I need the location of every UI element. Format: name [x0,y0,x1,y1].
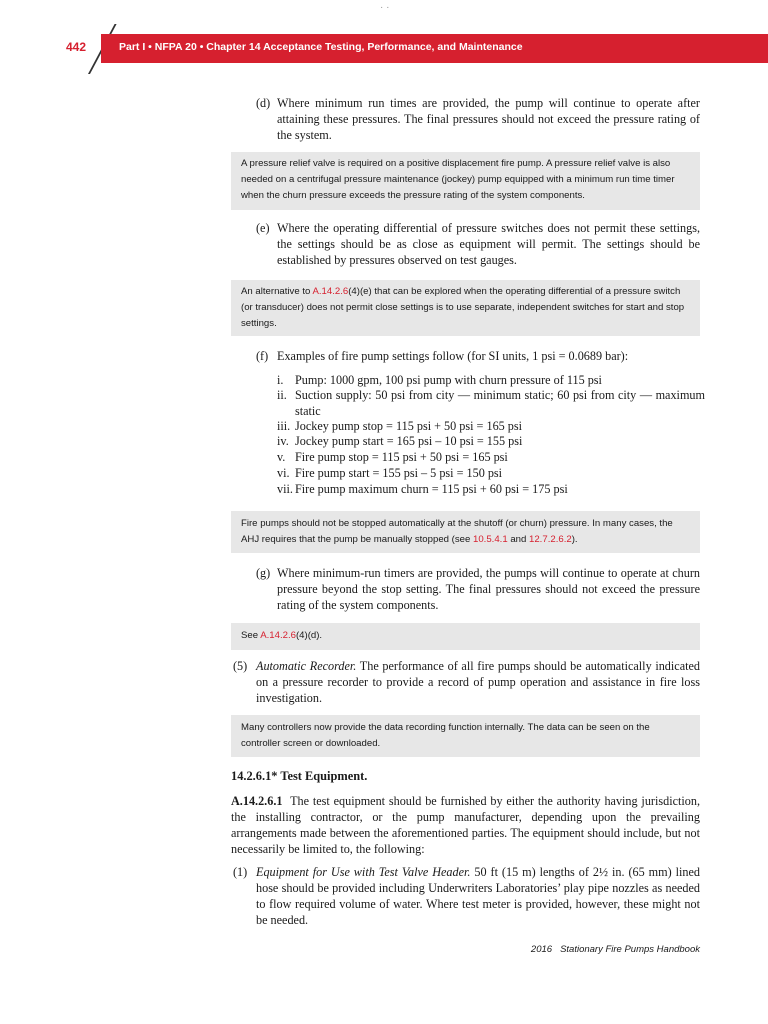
commentary-text: A pressure relief valve is required on a positive displacement fire pump. A pressure relief valve is also needed on a centrifugal pressure maintenance (jockey) pump equipped with a minimum run time timer when the churn pressure exceeds the pressure rating of the system components. [241,158,675,201]
paragraph-d [256,95,700,143]
paragraph-text: Examples of fire pump settings follow (for SI units, 1 psi = 0.0689 bar): [277,349,629,363]
paragraph-text: Where minimum-run timers are provided, the pumps will continue to operate at churn pressure beyond the stop setting. The final pressures should not exceed the pressure rating of the system components. [277,566,700,612]
item-text: Automatic Recorder. The performance of all fire pumps should be automatically indicated on a pressure recorder to provide a record of pump operation and assistance in fire loss investigation. [256,659,700,705]
paragraph-label: (f) [256,349,269,363]
page-number: 442 [66,40,87,54]
commentary-box [231,152,700,210]
paragraph-label: (d) [256,96,271,110]
commentary-box [231,280,700,336]
item-text: Equipment for Use with Test Valve Header. 50 ft (15 m) lengths of 2½ in. (65 mm) lined hose should be provided including Underwriters Laboratories’ play pipe nozzles as needed to flow required volume of water. Where test meter is provided, however, these might not be needed. [256,865,701,927]
item-label: (5) [233,659,248,673]
item-5 [233,658,700,706]
paragraph-label: (e) [256,221,270,235]
commentary-text: See A.14.2.6(4)(d). [241,630,323,641]
footer-title: Stationary Fire Pumps Handbook [560,944,700,955]
item-1 [233,864,700,928]
item-label: (1) [233,865,248,879]
commentary-box [231,623,700,650]
paragraph-e [256,220,700,268]
annex-text: A.14.2.6.1 The test equipment should be furnished by either the authority having jurisdiction, the installing contractor, or the pump manufacturer, depending upon the prevailing arrangements made between the aforementioned parties. The equipment should include, but not necessarily be limited to, the following: [231,794,700,856]
annex-paragraph [231,793,700,857]
running-title: Part I • NFPA 20 • Chapter 14 Acceptance Testing, Performance, and Maintenance [119,41,523,53]
top-marks: · · [380,2,390,13]
paragraph-text: Where the operating differential of pressure switches does not permit these settings, the settings should be as close as equipment will permit. The settings should be established by pressures observed on test gauges. [277,221,700,267]
section-heading: 14.2.6.1* Test Equipment. [231,769,368,783]
page-footer [531,944,700,955]
cross-reference-link[interactable]: 10.5.4.1 [472,534,508,545]
paragraph-g [256,565,700,613]
footer-year: 2016 [530,944,553,955]
commentary-text: Many controllers now provide the data recording function internally. The data can be seen on the controller screen or downloaded. [241,722,650,749]
paragraph-label: (g) [256,566,271,580]
paragraph-f [256,348,700,364]
commentary-text: Fire pumps should not be stopped automatically at the shutoff (or churn) pressure. In many cases, the AHJ requires that the pump be manually stopped (see 10.5.4.1 and 12.7.2.6.2). [241,518,673,545]
commentary-box [231,511,700,553]
paragraph-text: Where minimum run times are provided, the pump will continue to operate after attaining these pressures. The final pressures should not exceed the pressure rating of the system. [277,96,700,142]
cross-reference-link[interactable]: 12.7.2.6.2 [529,534,572,545]
cross-reference-link[interactable]: A.14.2.6 [312,286,349,297]
commentary-box [231,715,700,757]
commentary-text: An alternative to A.14.2.6(4)(e) that can be explored when the operating differential of a pressure switch (or transducer) does not permit close settings is to use separate, independent switches for start and stop settings. [241,286,685,329]
cross-reference-link[interactable]: A.14.2.6 [260,630,296,641]
